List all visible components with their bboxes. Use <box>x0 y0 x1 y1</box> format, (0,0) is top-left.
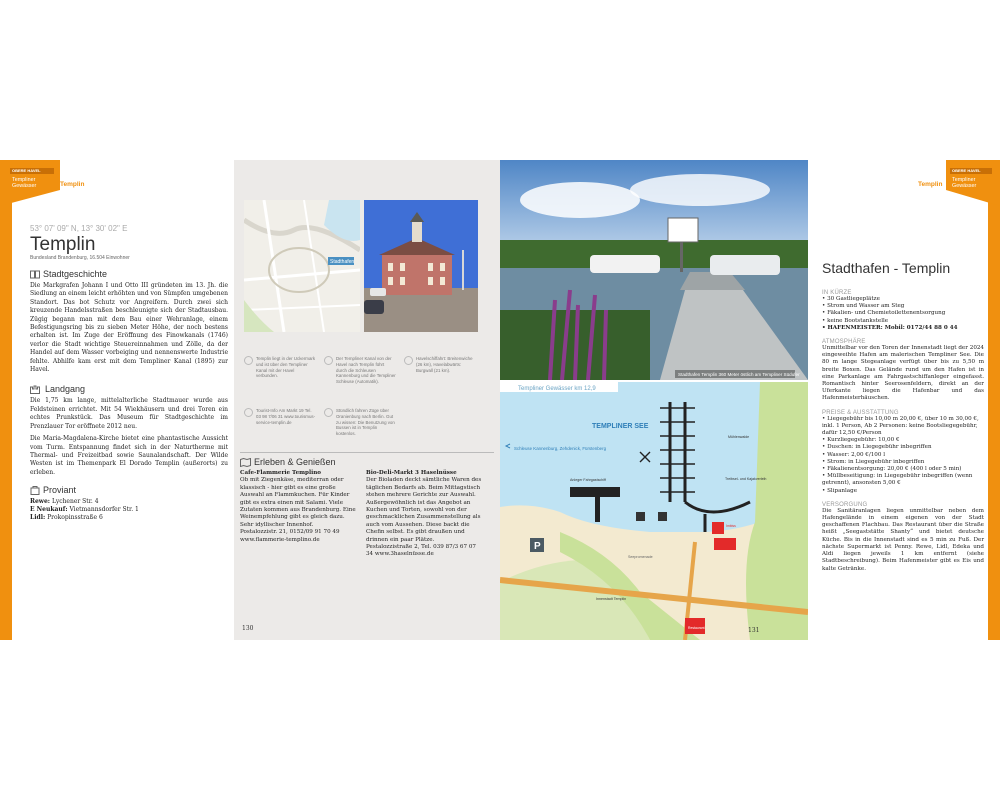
shopping-bag-icon <box>30 485 40 495</box>
versorgung-text: Die Sanitäranlagen liegen unmittelbar neben dem Hafengelände in einem eigenen von der Stadt geschaffenen Flachbau. Das Restaurant über die Straße heißt „Seegaststätte Shanty“ und bietet deutsche Küche. Bis in die Innenstadt sind es 5 min zu Fuß. Der nächste Supermarkt ist Penny. Rewe, Lidl, Edeka und Aldi liegen jeweils 1 km entfernt (siehe Stadtbeschreibung). Beim Hafenmeister gibt es Eis und kalte Getränke. <box>822 507 984 572</box>
town-map <box>244 200 360 332</box>
erleben-item: Bio-Deli-Markt 3 Haselnüsse Der Bioladen deckt sämtliche Waren des täglichen Bedarfs ab. Beim Mittagstisch stehen mehrere Gerichte zur Auswahl. Außergewöhnlich ist das Angebot an Kuchen und Torten, sowohl von der geschmacklichen Zusammenstellung als auch vom Aussehen. Diese backt die Chefin selbst. Es gibt draußen und drinnen ein paar Plätze. Pestalozzistraße 2, Tel. 039 87/3 67 07 34 www.3haselnüsse.de <box>366 470 482 558</box>
map-marker-label: Stadthafen <box>330 259 355 265</box>
section-proviant <box>30 485 228 495</box>
erleben-section <box>240 452 494 559</box>
map-street-label: Seepromenade <box>628 555 653 559</box>
section-landgang <box>30 384 228 394</box>
section-title: Stadtgeschichte <box>43 269 108 279</box>
map-innenstadt-label: Innenstadt Templin <box>596 597 627 601</box>
photo-caption: Stadthafen Templin 360 Meter östlich am Templiner Südufer <box>678 372 800 377</box>
erleben-header <box>240 457 494 467</box>
map-title-bar: Templiner Gewässer km 12,9 <box>518 386 596 392</box>
left-column <box>30 224 228 522</box>
chapter-tag-top: OBERE HAVEL <box>12 168 41 173</box>
list-item: • Strom und Wasser am Steg <box>822 303 905 310</box>
info-icon <box>244 408 253 417</box>
list-item: E Neukauf: Vietmannsdorfer Str. 1 <box>30 506 139 514</box>
compass-icon <box>244 356 253 365</box>
chapter-tag-side: Templin <box>60 181 85 188</box>
stadtgeschichte-text: Die Markgrafen Johann I und Otto III gründeten im 13. Jh. die Siedlung an einem leicht erhöhten und von Sümpfen umgebenen Standort. Das bot Schutz vor Angreifern. Durch zwei sich kreuzende Handelsstraßen beschleunigte sich der Stadtausbau. Zügig begann man mit dem Bau einer Wehranlage, einem Befestigungsring bis zu sieben Meter Höhe, der noch bestens erhalten ist. Im Zuge der Eröffnung des Finowkanals (1746) verlor die Stadt wichtige Steuereinnahmen und Zölle, da der Handel auf dem Wasser vorbeiging und nennenswerte Industrie fehlte. Abhilfe kam erst mit dem Templiner Kanal (1895) zur Havel. <box>30 282 228 374</box>
train-icon <box>324 408 333 417</box>
list-item: • Slipanlage <box>822 487 858 494</box>
list-item: Rewe: Lychener Str. 4 <box>30 498 99 506</box>
erleben-title: Erleben & Genießen <box>254 457 336 467</box>
list-item: • Kurzliegegebühr: 10,00 € <box>822 437 900 444</box>
chapter-tag <box>0 160 60 206</box>
svg-text:P: P <box>534 541 541 552</box>
chapter-tag-title: Templiner Gewässer <box>12 177 37 189</box>
restaurant-icon <box>712 522 724 534</box>
list-item: • Fäkalien- und Chemietoilettenentsorgung <box>822 310 946 317</box>
list-item: • Liegegebühr bis 10,00 m 20,00 €, über 10 m 30,00 €, inkl. 1 Person, Ab 2 Personen: keine Bootsliegegebühr, dafür 12,50 €/Person <box>822 415 979 437</box>
kurz-heading: IN KÜRZE <box>822 290 852 296</box>
erleben-item: Cafe-Flammerie Templino Ob mit Ziegenkäse, mediterran oder klassisch - hier gibt es eine große Auswahl an Flammkuchen. Für Kinder gibt es extra einen mit Salami. Viele Zutaten kommen aus Brandenburg. Eine Weinempfehlung gibt es gleich dazu. Sehr idyllischer Innenhof. Postalozzistr. 21, 0152/09 91 70 49 www.flammerie-templino.de <box>240 470 356 543</box>
atmo-heading: ATMOSPHÄRE <box>822 339 866 346</box>
info-tourist: Tourist-Info Am Markt 19 Tel. 03 98 7/06 31 www.tourismus-service-templin.de <box>244 408 316 425</box>
list-item: • Müllbeseitigung: in Liegegebühr inbegriffen (wenn getrennt), ansonsten 5,00 € <box>822 473 973 487</box>
harbour-photo <box>500 160 808 380</box>
map-steg-label: Anleger Fahrgastschiff <box>570 478 606 482</box>
map-wald-label: Mühlenwalde <box>728 435 750 439</box>
coordinates: 53° 07' 09" N, 13° 30' 02" E <box>30 224 128 233</box>
harbour-map <box>500 382 808 640</box>
chapter-tag-side: Templin <box>918 181 943 188</box>
proviant-list <box>30 498 228 522</box>
section-stadtgeschichte <box>30 269 228 279</box>
svg-text:Imbiss: Imbiss <box>726 524 736 528</box>
landgang-text-2: Die Maria-Magdalena-Kirche bietet eine phantastische Aussicht vom Turm. Entspannung findet sich in der Naturtherme mit Thermal- und Freizeitbad sowie Saunalandschaft. Der Wilde Westen ist im Themenpark El Dorado Templin (außerorts) zu erleben. <box>30 435 228 476</box>
map-lake-label: TEMPLINER SEE <box>592 423 649 430</box>
landgang-text-1: Die 1,75 km lange, mittelalterliche Stadtmauer wurde aus Feldsteinen errichtet. Mit 54 Wiekhäusern und drei Toren ein echtes Prunkstück. Das Museum für Stadtgeschichte im Prenzlauer Tor eröffnete 2012 neu. <box>30 397 228 430</box>
info-distanz: Havelschiffahrt: Breitenwiche (26 km), Havelabwärts: Burgwall (21 km). <box>404 356 476 373</box>
right-column <box>822 260 984 573</box>
left-page <box>0 160 490 640</box>
map-schleuse-label: Schleuse Kannenburg, Zehdenick, Fürstenberg <box>514 446 607 451</box>
preise-heading: PREISE & AUSSTATTUNG <box>822 409 899 416</box>
harbour-title: Stadthafen - Templin <box>822 260 951 276</box>
list-item: • 30 Gastliegeplätze <box>822 296 880 302</box>
kurz-list <box>822 296 984 332</box>
town-hall-photo <box>364 200 478 332</box>
chapter-tag-right <box>946 160 1000 206</box>
page-subtitle: Bundesland Brandenburg, 16.504 Einwohner <box>30 255 130 261</box>
map-trail-label: Treibsel- und Kajakverleih <box>725 477 767 481</box>
boat-icon <box>324 356 333 365</box>
info-kanal: Der Templiner Kanal von der Havel nach Templin führt durch die Schleusen Kannenburg und die Templiner Schleuse (Automatik). <box>324 356 396 385</box>
list-item: • Strom: in Liegegebühr inbegriffen <box>822 458 925 465</box>
page-title: Templin <box>30 234 96 255</box>
map-restaurant-label: Restaurant <box>688 626 705 630</box>
signpost-icon <box>404 356 413 365</box>
list-item: • keine Bootstankstelle <box>822 317 889 324</box>
section-title: Proviant <box>43 485 77 496</box>
chapter-tag-top: OBERE HAVEL <box>952 168 981 173</box>
right-page <box>500 160 1000 640</box>
hafenmeister-item: • HAFENMEISTER: Mobil: 0172/44 88 0 44 <box>822 324 958 331</box>
list-item: • Wasser: 2,00 €/100 l <box>822 451 885 458</box>
page-number: 131 <box>748 627 760 634</box>
map-icon <box>240 458 251 467</box>
section-title: Landgang <box>45 384 86 395</box>
list-item: • Duschen: in Liegegebühr inbegriffen <box>822 444 932 451</box>
list-item: Lidl: Prokopinsstraße 6 <box>30 514 103 522</box>
list-item: • Fäkalienentsorgung: 20,00 € (400 l oder 5 min) <box>822 466 962 473</box>
book-icon <box>30 270 40 279</box>
atmo-text: Unmittelbar vor den Toren der Innenstadt liegt der 2024 eingeweihte Hafen am malerischen Templiner See. Die 80 m lange Stegeanlage verfügt über bis zu 5,50 m breite Boxen. Das Gelände rund um den Hafen ist in eine Parkanlage am Fahrgastschiffanleger eingefasst. Romantisch hinter Seerosenfeldern, direkt an der Uferkante liegen die Hafenbar und das Hafenmeisterhäuschen. <box>822 345 984 402</box>
page-number: 130 <box>242 625 254 632</box>
info-bahn: Stündlich fahren Züge über Oranienburg nach Berlin. Gut zu wissen: Die Benutzung von Bussen ist in Templin kostenlos. <box>324 408 396 437</box>
chapter-tag-title: Templiner Gewässer <box>952 177 977 189</box>
info-panel <box>234 160 500 640</box>
castle-icon <box>30 385 42 394</box>
info-anfahrt: Templin liegt in der Uckermark und ist über den Templiner Kanal mit der Havel verbunden. <box>244 356 316 379</box>
versorgung-heading: VERSORGUNG <box>822 501 868 508</box>
preise-list <box>822 416 984 495</box>
